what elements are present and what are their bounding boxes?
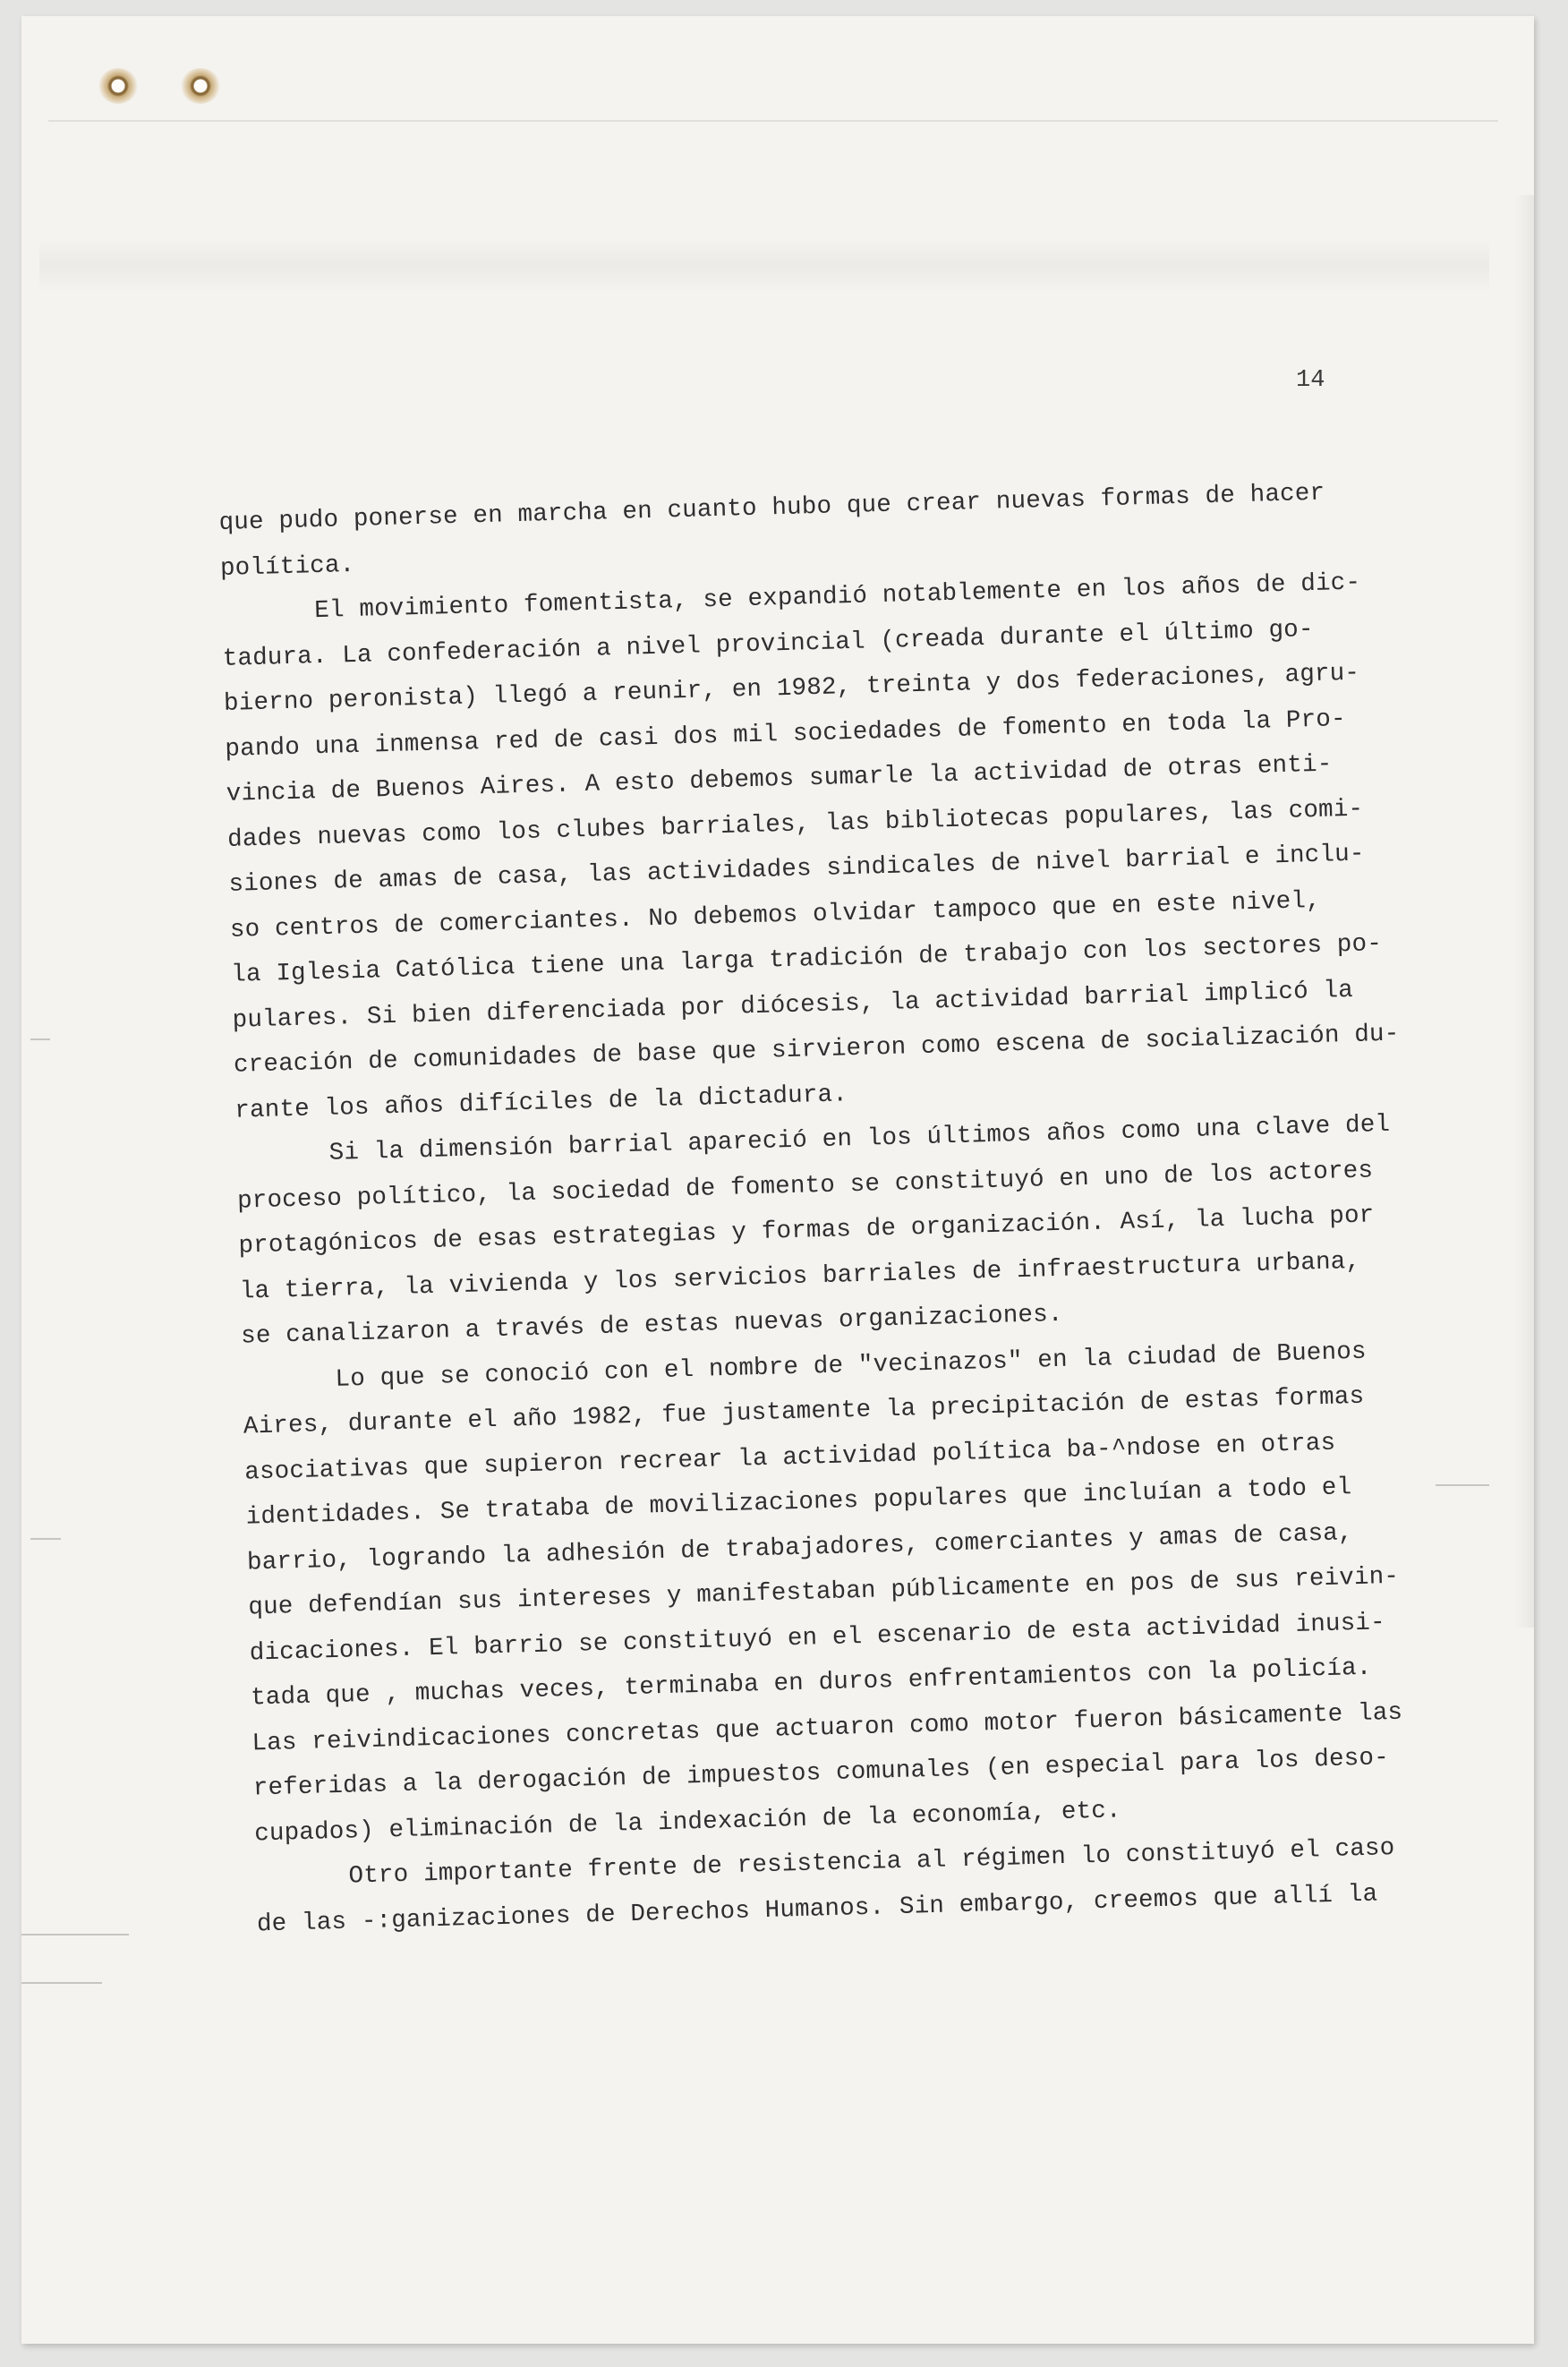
margin-mark [30,1538,61,1540]
text-line: Las reivindicaciones concretas que actuaron como motor fueron básicamente las [251,1698,1403,1757]
margin-mark [30,1038,50,1040]
text-line: la Iglesia Católica tiene una larga tradición de trabajo con los sectores po- [230,930,1383,989]
text-line: rante los años difíciles de la dictadura. [234,1080,848,1125]
text-line: Aires, durante el año 1982, fue justamente la precipitación de estas formas [243,1382,1365,1441]
text-line: que defendían sus intereses y manifestaban públicamente en pos de sus reivin- [248,1562,1400,1622]
text-line: identidades. Se trataba de movilizaciones populares que incluían a todo el [245,1474,1352,1532]
text-line: referidas a la derogación de impuestos comunales (en especial para los deso- [252,1744,1390,1803]
text-line: proceso político, la sociedad de fomento se constituyó en uno de los actores [236,1156,1374,1216]
body-text [218,468,1492,1948]
text-line: barrio, logrando la adhesión de trabajadores, comerciantes y amas de casa, [246,1518,1354,1577]
text-line: tadura. La confederación a nivel provincial (creada durante el último go- [222,615,1315,673]
text-line: Lo que se conoció con el nombre de "vecinazos" en la ciudad de Buenos [335,1337,1368,1394]
page-edge-shadow [1514,195,1534,1628]
text-line: dades nuevas como los clubes barriales, las bibliotecas populares, las comi- [226,795,1364,854]
text-line: vincia de Buenos Aires. A esto debemos sumarle la actividad de otras enti- [226,750,1333,808]
text-line: dicaciones. El barrio se constituyó en el escenario de esta actividad inusi- [249,1608,1386,1668]
punch-hole-left [98,68,138,104]
text-line: pulares. Si bien diferenciada por diócesis, la actividad barrial implicó la [232,976,1354,1035]
text-line: asociativas que supieron recrear la actividad política ba-^ndose en otras [243,1429,1336,1487]
punch-hole-right [181,68,220,104]
scan-smudge [39,238,1489,292]
text-line: Otro importante frente de resistencia al régimen lo constituyó el caso [348,1834,1395,1891]
text-line: creación de comunidades de base que sirvieron como escena de socialización du- [233,1020,1400,1080]
text-line: El movimiento fomentista, se expandió notablemente en los años de dic- [313,568,1361,626]
text-line: se canalizaron a través de estas nuevas organizaciones. [240,1300,1063,1351]
text-line: bierno peronista) llegó a reunir, en 1982, treinta y dos federaciones, agru- [223,659,1360,718]
margin-mark [21,1934,129,1935]
text-line: siones de amas de casa, las actividades sindicales de nivel barrial e inclu- [228,840,1365,899]
text-line: cupados) eliminación de la indexación de la economía, etc. [253,1796,1122,1848]
text-line: protagónicos de esas estrategias y formas de organización. Así, la lucha por [238,1201,1375,1260]
text-line: so centros de comerciantes. No debemos olvidar tampoco que en este nivel, [229,886,1322,944]
text-line: que pudo ponerse en marcha en cuanto hubo que crear nuevas formas de hacer [218,479,1325,537]
text-line: política. [219,551,355,583]
fold-line [48,120,1498,122]
text-line: la tierra, la vivienda y los servicios barriales de infraestructura urbana, [239,1247,1361,1306]
page-number: 14 [1296,367,1325,394]
text-line: pando una inmensa red de casi dos mil sociedades de fomento en toda la Pro- [225,705,1347,764]
text-line: Si la dimensión barrial apareció en los últimos años como una clave del [328,1110,1391,1167]
text-line: tada que , muchas veces, terminaba en duros enfrentamientos con la policía. [250,1653,1372,1713]
text-line: de las -:ganizaciones de Derechos Humanos. Sin embargo, creemos que allí la [256,1880,1378,1938]
margin-mark [21,1982,102,1984]
